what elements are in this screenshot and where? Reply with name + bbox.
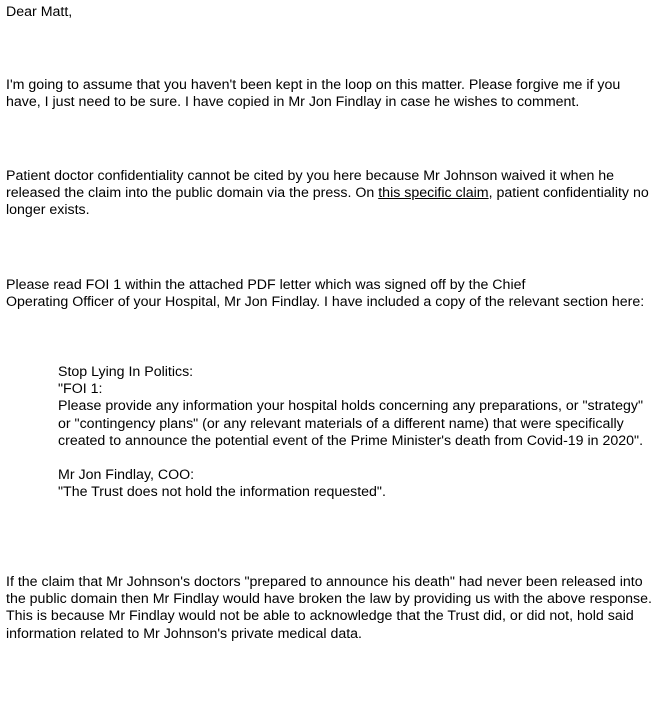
quote-foi-label: "FOI 1: (58, 381, 103, 398)
quote-spacer (58, 450, 658, 467)
paragraph-confidentiality (6, 168, 658, 220)
paragraph-foi-rest: Operating Officer of your Hospital, Mr Jon Findlay. I have included a copy of the relevant section here: (6, 294, 645, 311)
paragraph-foi-reference (6, 277, 658, 311)
paragraph-intro: I'm going to assume that you haven't been kept in the loop on this matter. Please forgive me if you have, I just need to be sure. I have copied in Mr Jon Findlay in case he wishes to comment. (6, 77, 621, 111)
paragraph-confidentiality-text-start: Patient doctor confidentiality cannot be cited by you here because Mr Johnson waived it when he released the claim into the public domain via the press. On (6, 168, 615, 202)
quote-response: "The Trust does not hold the information requested". (58, 484, 386, 501)
quoted-section (58, 364, 658, 501)
quote-foi-text: Please provide any information your hospital holds concerning any preparations, or "strategy" or "contingency plans" (or any relevant materials of a different name) that were specifically created to announce the potential event of the Prime Minister's death from Covid-19 in 2020". (58, 398, 644, 449)
underlined-phrase: this specific claim (378, 185, 489, 202)
paragraph-conclusion: If the claim that Mr Johnson's doctors "prepared to announce his death" had never been released into the public domain then Mr Findlay would have broken the law by providing us with the above response. This is because Mr Findlay would not be able to acknowledge that the Trust did, or did not, hold said information related to Mr Johnson's private medical data. (6, 574, 652, 642)
paragraph-confidentiality-text-end: , patient confidentiality no longer exists. (6, 185, 649, 219)
quote-source: Stop Lying In Politics: (58, 364, 194, 380)
paragraph-foi-line1: Please read FOI 1 within the attached PDF letter which was signed off by the Chief (6, 277, 526, 293)
greeting: Dear Matt, (6, 4, 73, 20)
quote-responder: Mr Jon Findlay, COO: (58, 467, 195, 484)
